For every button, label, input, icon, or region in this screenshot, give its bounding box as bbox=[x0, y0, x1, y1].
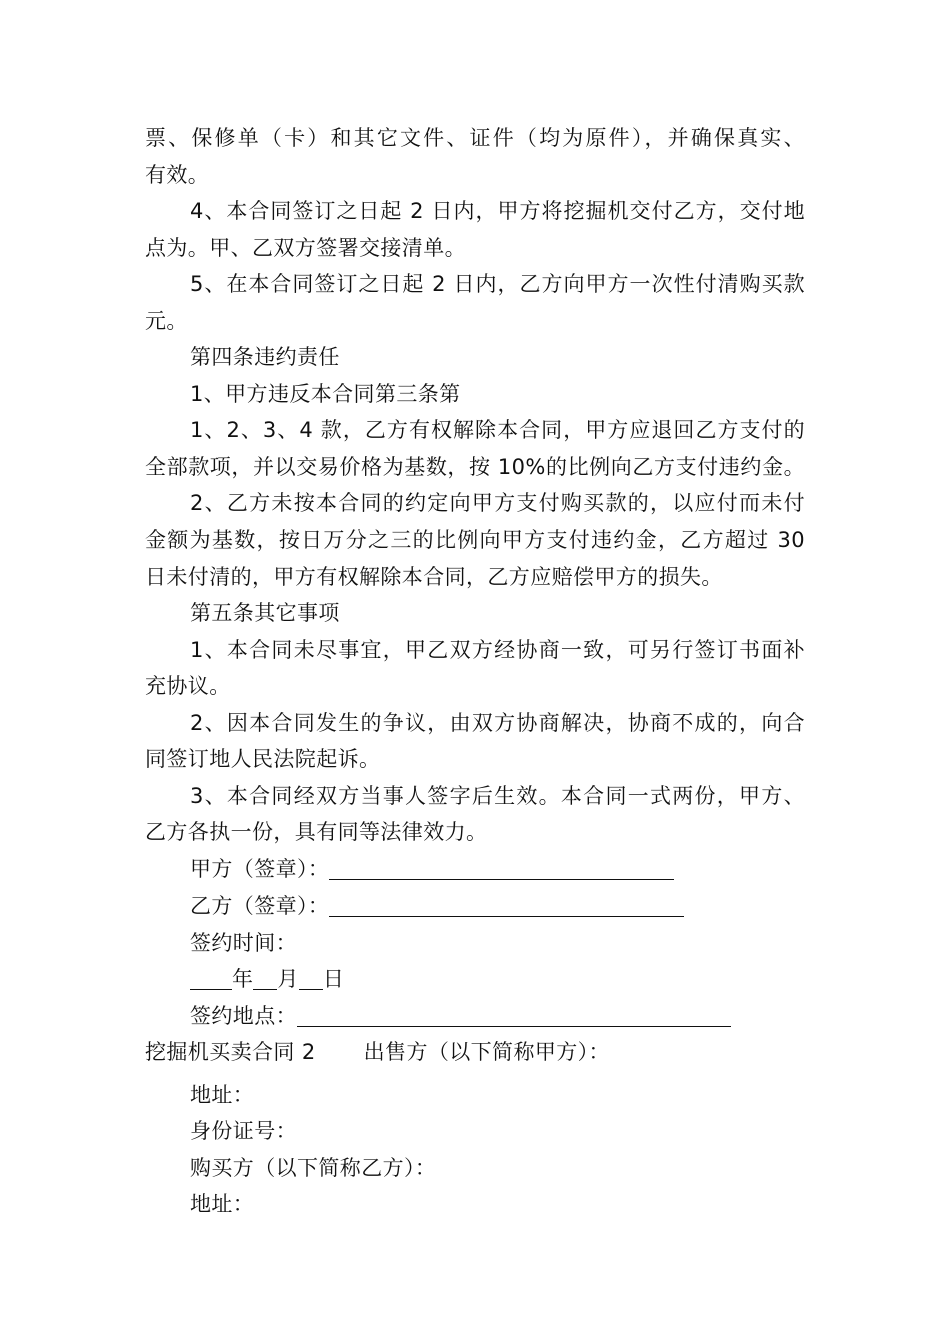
text-line: 2、乙方未按本合同的约定向甲方支付购买款的，以应付而未付 bbox=[190, 491, 805, 515]
text-line: 5、在本合同签订之日起 2 日内，乙方向甲方一次性付清购买款 bbox=[190, 272, 805, 296]
sign-place-label: 签约地点： bbox=[190, 1004, 297, 1028]
party-b-signature-blank bbox=[329, 894, 684, 917]
text-line: 全部款项，并以交易价格为基数，按 10%的比例向乙方支付违约金。 bbox=[145, 455, 805, 479]
sign-time-label: 签约时间： bbox=[190, 931, 297, 955]
party-a-signature-label: 甲方（签章）： bbox=[190, 857, 330, 881]
text-line: 日未付清的，甲方有权解除本合同，乙方应赔偿甲方的损失。 bbox=[145, 565, 723, 589]
year-label: 年 bbox=[232, 967, 254, 991]
seller-address-label: 地址： bbox=[190, 1083, 255, 1107]
text-line: 4、本合同签订之日起 2 日内，甲方将挖掘机交付乙方，交付地 bbox=[190, 199, 805, 223]
buyer-address-label: 地址： bbox=[190, 1192, 255, 1216]
day-label: 日 bbox=[322, 967, 345, 991]
text-line: 3、本合同经双方当事人签字后生效。本合同一式两份，甲方、 bbox=[190, 784, 805, 808]
day-blank bbox=[299, 967, 323, 990]
sign-place-blank bbox=[297, 1004, 731, 1027]
text-line: 点为。甲、乙双方签署交接清单。 bbox=[145, 236, 466, 260]
date-line bbox=[190, 965, 344, 993]
contract-2-title: 挖掘机买卖合同 2 bbox=[145, 1040, 316, 1064]
text-line: 乙方各执一份，具有同等法律效力。 bbox=[145, 820, 488, 844]
party-a-signature-line bbox=[190, 855, 674, 883]
text-line: 金额为基数，按日万分之三的比例向甲方支付违约金，乙方超过 30 bbox=[145, 528, 805, 552]
party-a-signature-blank bbox=[329, 857, 674, 880]
text-line: 元。 bbox=[145, 309, 188, 333]
year-blank bbox=[190, 967, 232, 990]
text-line: 1、本合同未尽事宜，甲乙双方经协商一致，可另行签订书面补 bbox=[190, 638, 805, 662]
text-line: 票、保修单（卡）和其它文件、证件（均为原件），并确保真实、 bbox=[145, 126, 805, 150]
sign-place-line bbox=[190, 1002, 731, 1030]
seller-label: 出售方（以下简称甲方）： bbox=[363, 1040, 610, 1064]
party-b-signature-line bbox=[190, 892, 684, 920]
text-line: 同签订地人民法院起诉。 bbox=[145, 747, 381, 771]
text-line: 2、因本合同发生的争议，由双方协商解决，协商不成的，向合 bbox=[190, 711, 805, 735]
contract-2-header bbox=[145, 1038, 610, 1066]
month-blank bbox=[253, 967, 277, 990]
buyer-label: 购买方（以下简称乙方）： bbox=[190, 1156, 437, 1180]
month-label: 月 bbox=[277, 967, 299, 991]
party-b-signature-label: 乙方（签章）： bbox=[190, 894, 330, 918]
id-number-label: 身份证号： bbox=[190, 1119, 297, 1143]
section-heading: 第四条违约责任 bbox=[190, 345, 340, 369]
section-heading: 第五条其它事项 bbox=[190, 601, 340, 625]
text-line: 有效。 bbox=[145, 163, 210, 187]
text-line: 1、2、3、4 款，乙方有权解除本合同，甲方应退回乙方支付的 bbox=[190, 418, 805, 442]
text-line: 充协议。 bbox=[145, 674, 231, 698]
text-line: 1、甲方违反本合同第三条第 bbox=[190, 382, 461, 406]
